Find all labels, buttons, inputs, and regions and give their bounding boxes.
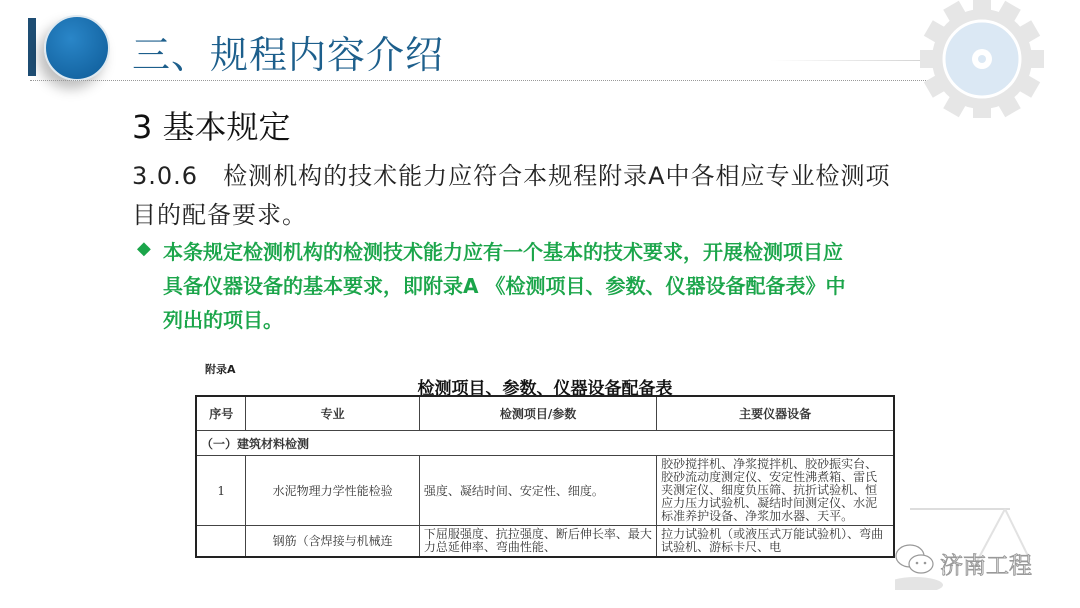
header-params: 检测项目/参数 bbox=[419, 396, 656, 431]
slide-title: 三、规程内容介绍 bbox=[132, 33, 445, 77]
gear-icon bbox=[920, 0, 1045, 118]
note-line-2: 具备仪器设备的基本要求，即附录A 《检测项目、参数、仪器设备配备表》中 bbox=[163, 274, 846, 298]
note-line-3: 列出的项目。 bbox=[163, 308, 283, 332]
table-row bbox=[196, 456, 894, 526]
cell-no: 1 bbox=[196, 456, 246, 526]
cell-params: 强度、凝结时间、安定性、细度。 bbox=[419, 456, 656, 526]
table-row bbox=[196, 526, 894, 558]
cell-params: 下屈服强度、抗拉强度、断后伸长率、最大力总延伸率、弯曲性能、 bbox=[419, 526, 656, 558]
cell-equipment: 胶砂搅拌机、净浆搅拌机、胶砂振实台、胶砂流动度测定仪、安定性沸煮箱、雷氏夹测定仪、细度负压筛、抗折试验机、恒应力压力试验机、凝结时间测定仪、水泥标准养护设备、净浆加水器、天平。 bbox=[657, 456, 894, 526]
cell-no bbox=[196, 526, 246, 558]
table-header-row bbox=[196, 396, 894, 431]
diamond-bullet-icon: ◆ bbox=[137, 238, 151, 259]
watermark-text: 济南工程 bbox=[940, 553, 1032, 579]
wechat-icon bbox=[893, 542, 937, 578]
table-section-row bbox=[196, 431, 894, 456]
header-no: 序号 bbox=[196, 396, 246, 431]
header-field: 专业 bbox=[246, 396, 420, 431]
title-accent-circle bbox=[44, 15, 110, 81]
header-equipment: 主要仪器设备 bbox=[657, 396, 894, 431]
cell-field: 水泥物理力学性能检验 bbox=[246, 456, 420, 526]
title-divider bbox=[30, 80, 960, 81]
cell-equipment: 拉力试验机（或液压式万能试验机）、弯曲试验机、游标卡尺、电 bbox=[657, 526, 894, 558]
title-accent-bar bbox=[28, 18, 36, 76]
cell-field: 钢筋（含焊接与机械连 bbox=[246, 526, 420, 558]
equipment-table bbox=[195, 395, 895, 558]
appendix-table-image bbox=[195, 395, 897, 578]
note-line-1: 本条规定检测机构的检测技术能力应有一个基本的技术要求，开展检测项目应 bbox=[163, 240, 843, 264]
table-title: 检测项目、参数、仪器设备配备表 bbox=[417, 379, 673, 399]
clause-line-1: 3.0.6 检测机构的技术能力应符合本规程附录A中各相应专业检测项 bbox=[132, 162, 891, 190]
section-label: （一）建筑材料检测 bbox=[196, 431, 894, 456]
clause-line-2: 目的配备要求。 bbox=[132, 201, 307, 229]
appendix-label: 附录A bbox=[205, 363, 236, 376]
section-heading: 3 基本规定 bbox=[132, 108, 291, 146]
